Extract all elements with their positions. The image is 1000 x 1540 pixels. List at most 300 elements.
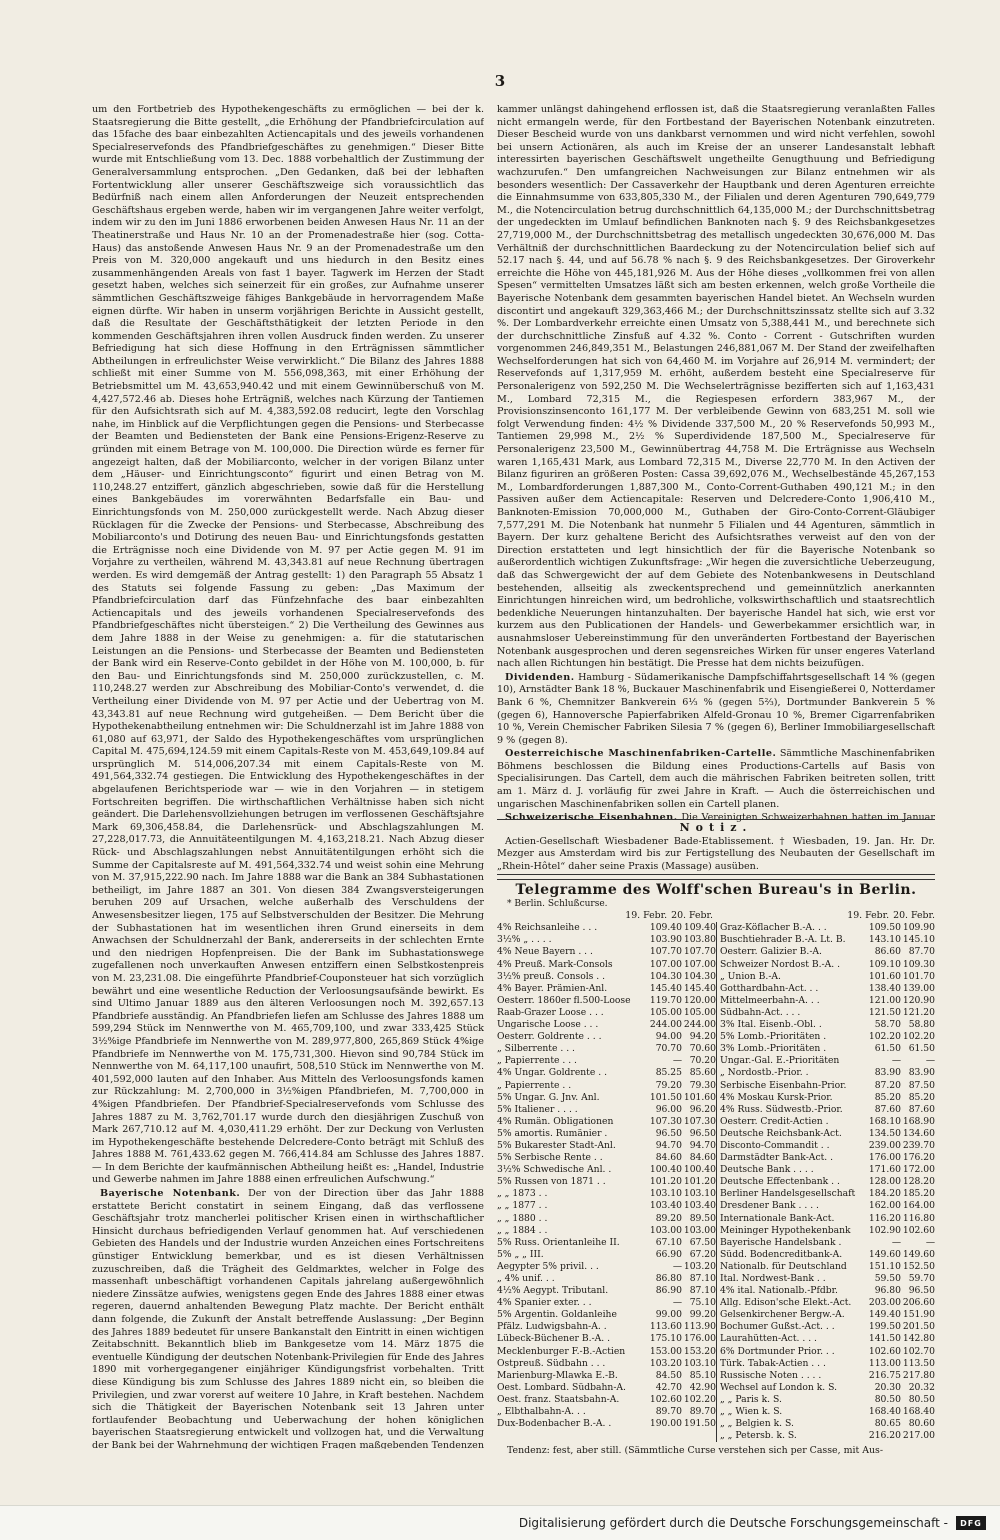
quote-row [720,1188,935,1200]
quote-row [497,959,716,971]
quote-name: Dresdener Bank . . . . [720,1200,819,1212]
quote-value-date1: 103.20 [649,1357,682,1369]
quote-value-date1: 101.60 [868,970,901,982]
quote-name: „ „ Belgien k. S. [720,1418,794,1430]
quote-value-date1: 171.60 [868,1164,901,1176]
quote-value-date2: 103.20 [683,1260,716,1272]
quote-name: Ungarische Loose . . . [497,1019,599,1031]
quote-value-date2: 113.90 [683,1321,716,1333]
quote-value-date2: 102.70 [902,1345,935,1357]
quote-name: 5% Bukarester Stadt-Anl. [497,1139,616,1151]
quote-row [497,1370,716,1382]
quote-row [497,1406,716,1418]
quote-value-date2: 172.00 [902,1164,935,1176]
quote-value-date1: 84.60 [655,1152,682,1164]
quote-row [497,1237,716,1249]
quote-row [720,1418,935,1430]
quote-value-date2: 164.00 [902,1200,935,1212]
quote-row [720,1128,935,1140]
quote-name: 4% Spanier exter. . . [497,1297,592,1309]
quote-name: Ungar.-Gal. E.-Prioritäten [720,1055,840,1067]
quote-row [497,1116,716,1128]
quote-row [720,1297,935,1309]
quote-value-date2: 80.60 [908,1418,935,1430]
quote-value-date1: 89.20 [655,1212,682,1224]
telegramme-subtitle: * Berlin. Schlußcurse. [507,899,608,910]
quote-row [720,1200,935,1212]
quote-row [497,1128,716,1140]
right-date-2: 20. Febr. [893,910,935,922]
quote-value-date1: 101.20 [649,1176,682,1188]
notiz-title: Notiz. [679,821,753,834]
quote-value-date2: 79.30 [689,1079,716,1091]
quote-row [720,995,935,1007]
quote-value-date1: 107.00 [649,958,682,970]
tendenz-line: Tendenz: fest, aber still. (Sämmtliche Curse verstehen sich per Casse, mit Aus- [507,1445,883,1457]
section-divider [497,874,935,880]
quote-name: Oesterr. Galizier B.-A. [720,946,822,958]
quote-value-date1: 244.00 [649,1019,682,1031]
quote-value-date1: 190.00 [649,1418,682,1430]
quote-value-date2: 244.00 [683,1019,716,1031]
quote-value-date2: 103.00 [683,1224,716,1236]
quote-name: 3½% „ . . . . [497,934,552,946]
quote-name: Deutsche Reichsbank-Act. [720,1127,842,1139]
quote-row [720,1237,935,1249]
quote-name: 3% Lomb.-Prioritäten . [720,1043,827,1055]
quote-value-date2: 217.80 [902,1369,935,1381]
quote-value-date1: — [891,1055,901,1067]
quote-name: 4% Rumän. Obligationen [497,1115,614,1127]
quote-name: 4% ital. Nationalb.-Pfdbr. [720,1285,838,1297]
quote-name: 5% „ „ III. [497,1248,544,1260]
quote-name: „ „ Petersb. k. S. [720,1430,797,1442]
quote-value-date1: 84.50 [655,1369,682,1381]
quote-name: Südd. Bodencreditbank-A. [720,1248,843,1260]
left-paragraph-1: um den Fortbetrieb des Hypothekengeschäfts zu ermöglichen — bei der k. Staatsregierung die Bitte gestellt, „die Erhöhung der Pfandbriefcirculation auf das 15fache des baar einbezahlten Actiencapitals und des jeweils vorhandenen Specialreservefonds des Pfandbriefgeschäftes zu genehmigen.“ Dieser Bitte wurde mit Entschließung vom 13. Dec. 1888 vorbehaltlich der Zustimmung der Generalversammlung entsprochen. „Den Gedanken, daß bei der lebhaften Fortentwicklung aller unserer Geschäftszweige sich voraussichtlich das Bedürfniß nach einem allen Anforderungen der Neuzeit entsprechenden Geschäftshaus ergeben werde, haben wir im vergangenen Jahre weiter verfolgt, indem wir zu den im Juni 1886 erworbenen beiden Anwesen Haus Nr. 11 an der Theatinerstraße und Haus Nr. 10 an der Promenadestraße hier (sog. Cotta-Haus) das anstoßende Anwesen Haus Nr. 9 an der Promenadestraße um den Preis von M. 320,000 angekauft und uns hiedurch in den Besitz eines zusammenhängenden Areals von fast 1 bayer. Tagwerk im Herzen der Stadt gesetzt haben, welches sich seinerzeit für ein großes, zur Aufnahme unserer sämmtlichen Geschäftszweige fähiges Bankgebäude in hervorragendem Maße eignen dürfte. Wir haben in unserm vorjährigen Berichte in Aussicht gestellt, daß die Resultate der Geschäftsthätigkeit der letzten Periode in den kommenden Geschäftsjahren ihren vollen Ausdruck finden werden. Zu unserer Befriedigung hat sich diese Hoffnung in den Erträgnissen sämmtlicher Abtheilungen in erfreulichster Weise verwirklicht.“ Die Bilanz des Jahres 1888 schließt mit einer Summe von M. 556,098,363, mit einer Erhöhung der Betriebsmittel um M. 43,653,940.42 und mit einem Gewinnüberschuß von M. 4,427,572.46 ab. Dieses hohe Erträgniß, welches nach Kürzung der Tantiemen für den Aufsichtsrath sich auf M. 4,383,592.08 reducirt, legte den Vorschlag nahe, im Hinblick auf die Verpflichtungen gegen die Pensions- und Sterbecasse der Beamten und Bediensteten der Bank eine Pensions-Erigenz-Reserve zu gründen mit einem Betrage von M. 100,000. Die Direction würde es ferner für angezeigt halten, daß der Mobiliarconto, welcher in der vorigen Bilanz unter dem „Häuser- und Einrichtungsconto“ figurirt und einen Betrag von M. 110,248.27 entziffert, gänzlich abgeschrieben, sowie daß für die Herstellung eines Bankgebäudes im vorerwähnten Bedarfsfalle ein Bau- und Einrichtungsfonds von M. 250,000 zurückgestellt werde. Nach Abzug dieser Rücklagen für die Zwecke der Pensions- und Sterbecasse, Abschreibung des Mobiliarconto's und Dotirung des neuen Bau- und Einrichtungsfonds gestatten die Erträgnisse noch eine Dividende von M. 97 per Actie gegen M. 91 im Vorjahre zu vertheilen, während M. 43,343.81 auf neue Rechnung übertragen werden. Es wird demgemäß der Antrag gestellt: 1) den Paragraph 55 Absatz 1 des Statuts sei folgende Fassung zu geben: „Das Maximum der Pfandbriefcirculation darf das Fünfzehnfache des baar einbezahlten Actiencapitals und des jeweils vorhandenen Specialreservefonds des Pfandbriefgeschäftes nicht übersteigen.“ 2) Die Vertheilung des Gewinnes aus dem Jahre 1888 in der Weise zu genehmigen: a. für die statutarischen Leistungen an die Pensions- und Sterbecasse der Beamten und Bediensteten der Bank wird ein Reserve-Conto gebildet in der Höhe von M. 100,000, b. für den Bau- und Einrichtungsfonds sind M. 250,000 zurückzustellen, c. M. 110,248.27 werden zur Abschreibung des Mobiliar-Conto's verwendet, d. die Vertheilung einer Dividende von M. 97 per Actie und der Uebertrag von M. 43,343.81 auf neue Rechnung wird gutgeheißen. — Dem Bericht über die Hypothekenabtheilung entnehmen wir: Die Schuldnerzahl ist im Jahre 1888 von 61,080 auf 63,971, der Saldo des Hypothekengeschäftes vom ursprünglichen Capital M. 475,694,124.59 mit einem Capitals-Reste von M. 453,649,109.84 auf ursprünglich M. 514,006,207.34 mit einem Capitals-Reste von M. 491,564,332.74 gestiegen. Die Entwicklung des Hypothekengeschäftes in der abgelaufenen Berichtsperiode war — wie in den Vorjahren — in stetigem Fortschreiten begriffen. Die wirthschaftlichen Verhältnisse haben sich nicht geändert. Die Darlehensvollziehungen betrugen im verflossenen Geschäftsjahre Mark 69,306,458.84, die Darlehensrück- und Abschlagszahlungen M. 27,228,017.73, die Annuitäteentilgungen M. 4,163,218.21. Nach Abzug dieser Rück- und Abschlagszahlungen nebst Annuitätentilgungen erhöht sich die Summe der Capitalsreste auf M. 491,564,332.74 und weist sohin eine Mehrung von M. 37,915,222.90 nach. Im Jahre 1888 war die Bank an 384 Subhastationen betheiligt, im Jahre 1887 an 301. Von diesen 384 Zwangsversteigerungen beruhen 209 auf Ursachen, welche außerhalb des Verschuldens der Anwesensbesitzer liegen, 175 auf Selbstverschulden der Besitzer. Die Mehrung der Subhastationen hat im wesentlichen ihren Grund einerseits in dem Anwachsen der Schuldnerzahl der Bank, andererseits in der schlechten Ernte und den niedrigen Hopfenpreisen. Die der Bank im Subhastationswege zugefallenen noch unverkauften Anwesen entziffern einen Selbstkostenpreis von M. 23,231.08. Die eingeführte Pfandbrief-Couponsteuer hat sich vorzüglich bewährt und eine wesentliche Reduction der Verloosungsaufsände bewirkt. Es sind Ultimo Januar 1889 aus den älteren Verloosungen noch M. 392,657.13 Pfandbriefe ausständig. An Pfandbriefen liefen am Schlusse des Jahres 1888 um 599,294 Stück im Nennwerthe von M. 465,709,100, und zwar 333,425 Stück 3½%ige Pfandbriefe im Nennwerthe von M. 289,977,800, 265,869 Stück 4%ige Pfandbriefe im Nennwerthe von M. 175,731,300. Hievon sind 90,784 Stück im Nennwerthe von M. 64,117,100 unaufirt, 508,510 Stück im Nennwerthe von M. 401,592,000 lauten auf den Inhaber. Aus Mitteln des Verloosungsfonds kamen zur Rückzahlung: M. 2,700,000 in 3½%igen Pfandbriefen, M. 7,700,000 in 4%igen Pfandbriefen. Der Pfandbrief-Specialreservefonds vom Schlusse des Jahres 1887 zu M. 3,762,701.17 wurde durch den diesjährigen Zuschuß von Mark 267,710.12 auf M. 4,030,411.29 erhöht. Der zur Deckung von Verlusten im Hypothekengeschäfte bestehende Delcredere-Conto beträgt mit Schluß des Jahres 1888 M. 761,433.62 gegen M. 766,414.84 am Schlusse des Jahres 1887. — In dem Berichte der kaufmännischen Abtheilung heißt es: „Handel, Industrie und Gewerbe nahmen im Jahre 1888 einen erfreulichen Aufschwung.“ [92,104,484,1186]
quote-value-date2: 87.50 [908,1079,935,1091]
quote-name: Gelsenkirchener Bergw.-A. [720,1309,845,1321]
quote-row [720,1055,935,1067]
quote-value-date1: 103.10 [649,1188,682,1200]
quote-name: 4% Moskau Kursk-Prior. [720,1091,833,1103]
quote-value-date2: 107.30 [683,1115,716,1127]
quote-name: Deutsche Effectenbank . . [720,1176,840,1188]
quote-row [720,983,935,995]
quote-value-date1: 109.10 [868,958,901,970]
quote-value-date1: 184.20 [868,1188,901,1200]
quote-name: 4% Reichsanleihe . . . [497,922,598,934]
telegramme-date-header [497,910,935,922]
quote-value-date1: 203.00 [868,1297,901,1309]
quote-row [720,946,935,958]
quote-row [720,1249,935,1261]
quote-value-date1: 59.50 [874,1273,901,1284]
quote-value-date2: 109.30 [902,958,935,970]
quote-row [497,1333,716,1345]
quote-name: Dux-Bodenbacher B.-A. . [497,1418,612,1430]
quote-value-date2: 185.20 [902,1188,935,1200]
quote-value-date1: 96.00 [655,1103,682,1115]
quote-name: „ 4% unif. . . [497,1273,555,1284]
quote-value-date2: 85.20 [908,1091,935,1103]
quote-value-date1: 149.40 [868,1309,901,1321]
quote-name: 5% amortis. Rumänier . [497,1127,608,1139]
quote-value-date1: 87.20 [874,1079,901,1091]
quote-value-date1: 94.70 [655,1139,682,1151]
quote-value-date1: 102.20 [868,1031,901,1043]
quote-row [497,1321,716,1333]
quote-row [497,1309,716,1321]
quote-row [720,1430,935,1442]
quote-row [497,1358,716,1370]
quote-value-date2: 206.60 [902,1297,935,1309]
quote-name: Oesterr. Credit-Actien . [720,1115,829,1127]
quote-row [497,1285,716,1297]
quote-value-date1: 216.75 [868,1369,901,1381]
quote-value-date1: 128.00 [868,1176,901,1188]
quote-name: Serbische Eisenbahn-Prior. [720,1079,847,1091]
quote-value-date1: 149.60 [868,1248,901,1260]
quote-value-date2: 96.50 [908,1285,935,1297]
quote-value-date1: 143.10 [868,934,901,946]
quote-row [720,1092,935,1104]
quote-name: Russische Noten . . . . [720,1369,822,1381]
quote-value-date2: 70.60 [689,1043,716,1055]
quote-row [720,1273,935,1285]
quote-value-date1: 61.50 [874,1043,901,1055]
quote-value-date1: 99.00 [655,1309,682,1321]
quote-value-date1: 239.00 [868,1139,901,1151]
quote-name: Bochumer Gußst.-Act. . . [720,1321,835,1333]
quote-row [720,959,935,971]
quote-name: „ „ 1884 . . [497,1224,548,1236]
quote-value-date2: 145.10 [902,934,935,946]
quote-value-date2: 67.50 [689,1236,716,1248]
quote-value-date2: 20.32 [908,1381,935,1393]
quote-name: 4% Preuß. Mark-Consols [497,958,613,970]
quote-row [720,1176,935,1188]
quote-name: Oesterr. Goldrente . . . [497,1031,602,1043]
quote-row [497,922,716,934]
quote-value-date2: 80.50 [908,1393,935,1405]
quote-value-date1: 79.20 [655,1079,682,1091]
quote-name: „ Union B.-A. [720,970,781,982]
quote-value-date2: 84.60 [689,1152,716,1164]
quote-value-date2: 103.80 [683,934,716,946]
quote-name: Pfälz. Ludwigsbahn-A. . [497,1321,607,1333]
quote-value-date1: — [672,1055,682,1067]
quote-value-date2: 85.10 [689,1369,716,1381]
quote-value-date2: 100.40 [683,1164,716,1176]
schweiz-heading: Schweizerische Eisenbahnen. [505,812,678,822]
quote-value-date2: 116.80 [902,1212,935,1224]
quote-row [497,1382,716,1394]
quote-row [497,1346,716,1358]
quote-value-date1: — [672,1260,682,1272]
quote-row [720,1285,935,1297]
quote-value-date1: 103.00 [649,1224,682,1236]
quote-name: 3½% preuß. Consols . . [497,970,606,982]
quote-name: „ „ 1880 . . [497,1212,548,1224]
quote-value-date2: 101.20 [683,1176,716,1188]
quote-row [497,1104,716,1116]
quote-name: „ Elbthalbahn-A. . . [497,1406,586,1418]
oesterreich-heading: Oesterreichische Maschinenfabriken-Cartelle. [505,748,777,760]
quote-row [497,1043,716,1055]
quote-value-date2: — [925,1055,935,1067]
quote-row [497,1080,716,1092]
quote-value-date2: 61.50 [908,1043,935,1055]
quote-value-date2: 201.50 [902,1321,935,1333]
right-date-1: 19. Febr. [847,910,890,922]
quote-value-date1: 58.70 [874,1019,901,1031]
quote-row [720,1346,935,1358]
quote-value-date1: 109.40 [649,922,682,934]
page-number: 3 [494,72,506,90]
quote-name: Wechsel auf London k. S. [720,1381,838,1393]
quote-row [720,1140,935,1152]
quote-value-date1: 176.00 [868,1152,901,1164]
telegramme-title: Telegramme des Wolff'schen Bureau's in Berlin. [515,882,917,898]
quote-name: Oest. franz. Staatsbahn-A. [497,1393,620,1405]
left-date-1: 19. Febr. [625,910,668,922]
quote-value-date1: 86.60 [874,946,901,958]
quote-row [497,1261,716,1273]
schweiz-text: Die Vereinigten Schweizerbahnen hatten im Januar [681,812,935,822]
quote-name: „ Nordostb.-Prior. . [720,1067,809,1079]
quote-value-date2: 217.00 [902,1430,935,1442]
quote-value-date1: 109.50 [868,922,901,934]
quote-value-date1: 85.25 [655,1067,682,1079]
quote-value-date1: 199.50 [868,1321,901,1333]
quote-value-date1: 70.70 [655,1043,682,1055]
quote-value-date2: 59.70 [908,1273,935,1284]
quote-value-date2: 145.40 [683,982,716,994]
quote-name: Lübeck-Büchener B.-A. . [497,1333,610,1345]
quote-name: „ „ 1877 . . [497,1200,548,1212]
quote-value-date1: 153.00 [649,1345,682,1357]
quote-value-date1: 141.50 [868,1333,901,1345]
quote-value-date2: 75.10 [689,1297,716,1309]
quote-row [720,1406,935,1418]
quote-value-date2: 103.40 [683,1200,716,1212]
quote-name: 4½% Aegypt. Tributanl. [497,1285,609,1297]
quote-value-date2: 109.90 [902,922,935,934]
quote-value-date2: 70.20 [689,1055,716,1067]
quote-value-date2: 99.20 [689,1309,716,1321]
quote-name: 4% Ungar. Goldrente . . [497,1067,607,1079]
quote-value-date1: 86.80 [655,1273,682,1284]
quote-value-date2: 107.70 [683,946,716,958]
quote-value-date2: 87.70 [908,946,935,958]
quote-name: 4% Bayer. Prämien-Anl. [497,982,608,994]
quote-value-date2: 149.60 [902,1248,935,1260]
quote-value-date1: 89.70 [655,1406,682,1418]
quote-value-date1: — [891,1236,901,1248]
quote-row [497,1225,716,1237]
quote-row [497,1213,716,1225]
quote-value-date2: 87.60 [908,1103,935,1115]
quote-name: Graz-Köflacher B.-A. . . [720,922,827,934]
quote-value-date1: 42.70 [655,1381,682,1393]
quote-row [497,1019,716,1031]
quote-name: Meininger Hypothekenbank [720,1224,851,1236]
quote-value-date2: 85.60 [689,1067,716,1079]
quote-value-date1: 121.50 [868,1006,901,1018]
notiz-text: Actien-Gesellschaft Wiesbadener Bade-Etablissement. † Wiesbaden, 19. Jan. Hr. Dr. Mezger aus Amsterdam wird bis zur Fertigstellung des Neubauten der Gesellschaft im „Rhein-Hôtel“ daher seine Praxis (Massage) ausüben. [497,835,935,872]
quotes-table-right [720,922,935,1442]
quote-value-date1: 20.30 [874,1381,901,1393]
quote-value-date2: 94.20 [689,1031,716,1043]
quote-row [497,971,716,983]
quote-value-date1: 107.30 [649,1115,682,1127]
quote-row [497,1273,716,1285]
quote-row [497,1394,716,1406]
quote-value-date1: 83.90 [874,1067,901,1079]
quote-value-date1: 80.50 [874,1393,901,1405]
quote-row [720,1321,935,1333]
quote-name: Berliner Handelsgesellschaft [720,1188,856,1200]
quote-value-date2: 103.10 [683,1188,716,1200]
quote-value-date1: 105.00 [649,1006,682,1018]
quote-value-date2: 94.70 [689,1139,716,1151]
quote-row [720,1309,935,1321]
bayerische-notenbank-text: Der von der Direction über das Jahr 1888 erstattete Bericht constatirt in seinem Eingang, daß das verflossene Geschäftsjahr trotz mancherlei politischer Krisen einen in wirthschaftlicher Hinsicht durchaus befriedigenden Verlauf genommen hat. Auf verschiedenen Gebieten des Handels und der Industrie wurden Anzeichen eines Fortschreitens günstiger Entwicklung bemerkbar, und es ist diesen Verhältnissen zuzuschreiben, daß die Trägheit des Geldmarktes, welcher in Folge des massenhaft unbeschäftigt vorhandenen Capitals jahrelang außergewöhnlich niedere Zinssätze aufwies, wenigstens gegen Ende des Jahres 1888 einer etwas regeren, dauernd anhaltenden Bewegung Platz machte. Der Bericht enthält dann folgende, die Zukunft der Anstalt betreffende Auslassung: „Der Beginn des Jahres 1889 bedeutet für unsere Bankanstalt den Eintritt in einen wichtigen Zeitabschnitt. Bekanntlich blieb im Bankgesetze vom 14. März 1875 die eventuelle Kündigung der deutschen Notenbank-Privilegien für Ende des Jahres 1890 mit vorhergegangener einjähriger Kündigungsfrist vorbehalten. Tritt diese Kündigung bis zum Schlusse des Jahres 1889 nicht ein, so bleiben die Privilegien, und zwar vorerst auf weitere 10 Jahre, in Kraft bestehen. Nachdem sich die Thätigkeit der Bayerischen Notenbank seit 13 Jahren unter fortlaufender Beobachtung und Ueberwachung der hohen königlichen bayerischen Staatsregierung entwickelt und vollzogen hat, und die Verwaltung der Bank bei der Wahrnehmung der wichtigen Fragen maßgebenden Tendenzen [92,1188,484,1449]
quote-row [497,983,716,995]
notiz-section [497,819,935,873]
quote-value-date2: 101.60 [683,1091,716,1103]
quote-value-date1: 96.50 [655,1127,682,1139]
quote-row [720,1333,935,1345]
quote-value-date1: 87.60 [874,1103,901,1115]
quote-value-date2: 120.90 [902,994,935,1006]
quote-value-date1: 85.20 [874,1091,901,1103]
quote-row [497,1249,716,1261]
quote-value-date2: 239.70 [902,1139,935,1151]
quote-name: „ Papierrente . . . [497,1055,577,1067]
quotes-table-left [497,922,716,1442]
quote-name: Oest. Lombard. Südbahn-A. [497,1381,626,1393]
quote-name: Gotthardbahn-Act. . . [720,982,819,994]
quote-name: Disconto-Commandit . . [720,1139,830,1151]
quote-name: Raab-Grazer Loose . . . [497,1006,604,1018]
quote-name: Mecklenburger F.-B.-Actien [497,1345,626,1357]
quote-row [497,1007,716,1019]
quote-value-date2: 153.20 [683,1345,716,1357]
quote-value-date2: 191.50 [683,1418,716,1430]
quote-name: Ostpreuß. Südbahn . . . [497,1357,606,1369]
quote-row [497,1200,716,1212]
quote-row [497,1297,716,1309]
quote-value-date2: 139.00 [902,982,935,994]
quote-row [720,1261,935,1273]
quote-value-date1: 96.80 [874,1285,901,1297]
right-text-column [497,104,935,822]
quote-value-date2: 42.90 [689,1381,716,1393]
quote-row [720,1152,935,1164]
quote-value-date2: 121.20 [902,1006,935,1018]
quote-value-date2: 113.50 [902,1357,935,1369]
quote-row [720,1394,935,1406]
quote-value-date1: — [672,1297,682,1309]
quote-name: Internationale Bank-Act. [720,1212,835,1224]
quote-value-date2: 89.70 [689,1406,716,1418]
quote-value-date2: 152.50 [902,1260,935,1272]
quote-name: Deutsche Bank . . . . [720,1164,814,1176]
quote-name: 5% Lomb.-Prioritäten . [720,1031,827,1043]
quote-value-date2: 151.90 [902,1309,935,1321]
quote-value-date1: 101.50 [649,1091,682,1103]
oesterreich-text: Sämmtliche Maschinenfabriken Böhmens beschlossen die Bildung eines Productions-Cartells auf Basis von Specialisirungen. Das Cartell, dem auch die mährischen Fabriken beitreten sollen, tritt am 1. März d. J. vorläufig für zwei Jahre in Kraft. — Auch die österreichischen und ungarischen Maschinenfabriken sollen ein Cartell planen. [497,748,935,810]
quote-value-date1: 113.60 [649,1321,682,1333]
quote-value-date2: 96.50 [689,1127,716,1139]
quote-row [720,1370,935,1382]
quote-row [497,1055,716,1067]
quote-value-date1: 168.40 [868,1406,901,1418]
quote-value-date2: 107.00 [683,958,716,970]
quote-value-date2: 120.00 [683,994,716,1006]
quote-row [720,1358,935,1370]
quote-value-date1: 107.70 [649,946,682,958]
quote-value-date1: 66.90 [655,1248,682,1260]
quote-value-date2: 87.10 [689,1285,716,1297]
quote-value-date1: 102.90 [868,1224,901,1236]
quote-value-date2: 96.20 [689,1103,716,1115]
quote-value-date1: 94.00 [655,1031,682,1043]
quote-name: 5% Serbische Rente . . [497,1152,603,1164]
left-text-column [92,104,484,1449]
quote-row [497,1140,716,1152]
quote-name: Laurahütten-Act. . . . [720,1333,817,1345]
oesterreich-article [497,748,935,811]
quote-row [497,1176,716,1188]
quote-value-date2: 168.40 [902,1406,935,1418]
quote-value-date1: 113.00 [868,1357,901,1369]
quote-value-date2: 102.20 [683,1393,716,1405]
quote-value-date1: 100.40 [649,1164,682,1176]
left-date-2: 20. Febr. [671,910,713,922]
dfg-logo: DFG [956,1516,986,1530]
right-date-header [713,910,935,922]
quote-row [497,1188,716,1200]
quote-value-date2: 176.00 [683,1333,716,1345]
quote-value-date1: 151.10 [868,1260,901,1272]
quote-value-date2: 102.60 [902,1224,935,1236]
quote-row [720,1067,935,1079]
quote-name: 3% Ital. Eisenb.-Obl. . [720,1019,822,1031]
quote-value-date1: 119.70 [649,994,682,1006]
quote-row [497,1031,716,1043]
quote-name: 5% Russ. Orientanleihe II. [497,1236,620,1248]
table-divider [716,922,717,1442]
quote-name: Marienburg-Mlawka E.-B. [497,1369,618,1381]
quote-value-date2: 142.80 [902,1333,935,1345]
quote-value-date1: 138.40 [868,982,901,994]
quote-value-date2: 105.00 [683,1006,716,1018]
quote-value-date1: 116.20 [868,1212,901,1224]
right-paragraph-1: kammer unlängst dahingehend erflossen ist, daß die Staatsregierung veranlaßten Falles nicht ermangeln werde, für den Fortbestand der Bayerischen Notenbank einzutreten. Dieser Bescheid wurde von uns dankbarst vernommen und wird nicht verfehlen, sowohl bei unsern Actionären, als auch im Kreise der an unserer Landesanstalt lebhaft interessirten bayerischen Geschäftswelt ungetheilte Genugthuung und Befriedigung wachzurufen.“ Den umfangreichen Nachweisungen zur Bilanz entnehmen wir als besonders wesentlich: Der Cassaverkehr der Hauptbank und deren Agenturen erreichte die Einnahmsumme von 633,805,330 M., der Filialen und deren Agenturen 790,649,779 M., die Notencirculation betrug durchschnittlich 64,135,000 M.; der Durchschnittsbetrag der ungedeckten im Umlauf befindlichen Banknoten nach §. 9 des Reichsbankgesetzes 27,719,000 M., der Durchschnittsbetrag des metallisch ungedeckten 30,676,000 M. Das Verhältniß der durchschnittlichen Baardeckung zu der Notencirculation belief sich auf 52.17 nach §. 44, und auf 56.78 % nach §. 9 des Reichsbankgesetzes. Der Giroverkehr erreichte die Höhe von 445,181,926 M. Aus der Höhe dieses „vollkommen frei von allen Spesen“ vermittelten Umsatzes läßt sich am besten erkennen, welch große Vortheile die Bayerische Notenbank dem gesammten bayerischen Handel bietet. An Wechseln wurden discontirt und angekauft 329,363,466 M.; der Durchschnittszinssatz stellte sich auf 3.32 %. Der Lombardverkehr erreichte einen Umsatz von 5,388,441 M., und berechnete sich der durchschnittliche Zinsfuß auf 4.32 %. Conto - Corrent - Gutschriften wurden vorgenommen 246,849,351 M., Belastungen 246,881,067 M. Der Stand der zweifelhaften Wechselforderungen hat sich von 64,460 M. im Vorjahre auf 26,914 M. vermindert; der Reservefonds auf 1,317,959 M. erhöht, außerdem besteht eine Specialreserve für Personalerigenz von 592,250 M. Die Wechselerträgnisse bezifferten sich auf 1,163,431 M., Lombard 72,315 M., die Regiespesen erfordern 383,967 M., der Provisionszinsenconto 161,177 M. Der verbleibende Gewinn von 683,251 M. soll wie folgt Verwendung finden: 4½ % Dividende 337,500 M., 20 % Reservefonds 50,993 M., Tantiemen 29,998 M., 2½ % Superdividende 187,500 M., Specialreserve für Personalerigenz 23,500 M., Gewinnübertrag 44,758 M. Die Erträgnisse aus Wechseln waren 1,165,431 Mark, aus Lombard 72,315 M., Diverse 22,770 M. In den Activen der Bilanz figuriren an größeren Posten: Cassa 39,692,076 M., Wechselbestände 45,267,153 M., Lombardforderungen 1,887,300 M., Conto-Corrent-Guthaben 490,121 M.; in den Passiven außer dem Actiencapitale: Reserven und Delcredere-Conto 1,906,410 M., Banknoten-Emission 70,000,000 M., Guthaben der Giro-Conto-Corrent-Gläubiger 7,577,291 M. Die Notenbank hat nunmehr 5 Filialen und 44 Agenturen, sämmtlich in Bayern. Der kurz gehaltene Bericht des Aufsichtsrathes verweist auf den von der Direction erstatteten und legt hinsichtlich der für die Bayerische Notenbank so außerordentlich wichtigen Zukunftsfrage: „Wir hegen die zuversichtliche Ueberzeugung, daß das Schwergewicht der auf dem Gebiete des Notenbankwesens in Deutschland bestehenden, allseitig als zweckentsprechend und gemeinnützlich anerkannten Einrichtungen hinreichen wird, um bedrohliche, volkswirthschaftlich und staatsrechtlich bedenkliche Neuerungen hintanzuhalten. Der bayerische Handel hat sich, wie erst vor kurzem aus den Publicationen der Handels- und Gewerbekammer ersichtlich war, in ausnahmsloser Uebereinstimmung für den unveränderten Fortbestand der Bayerischen Notenbank ausgesprochen und deren segensreiches Wirken für unser engeres Vaterland nach allen Richtungen hin bestätigt. Die Presse hat dem nichts beizufügen. [497,104,935,670]
left-date-header [497,910,713,922]
quote-value-date2: 89.50 [689,1212,716,1224]
quote-name: Südbahn-Act. . . . [720,1006,801,1018]
quote-row [497,1152,716,1164]
quote-value-date2: 104.30 [683,970,716,982]
quote-value-date1: 168.10 [868,1115,901,1127]
quote-name: 5% Ungar. G. Jnv. Anl. [497,1091,600,1103]
quote-row [497,946,716,958]
quote-name: 5% Russen von 1871 . . [497,1176,606,1188]
